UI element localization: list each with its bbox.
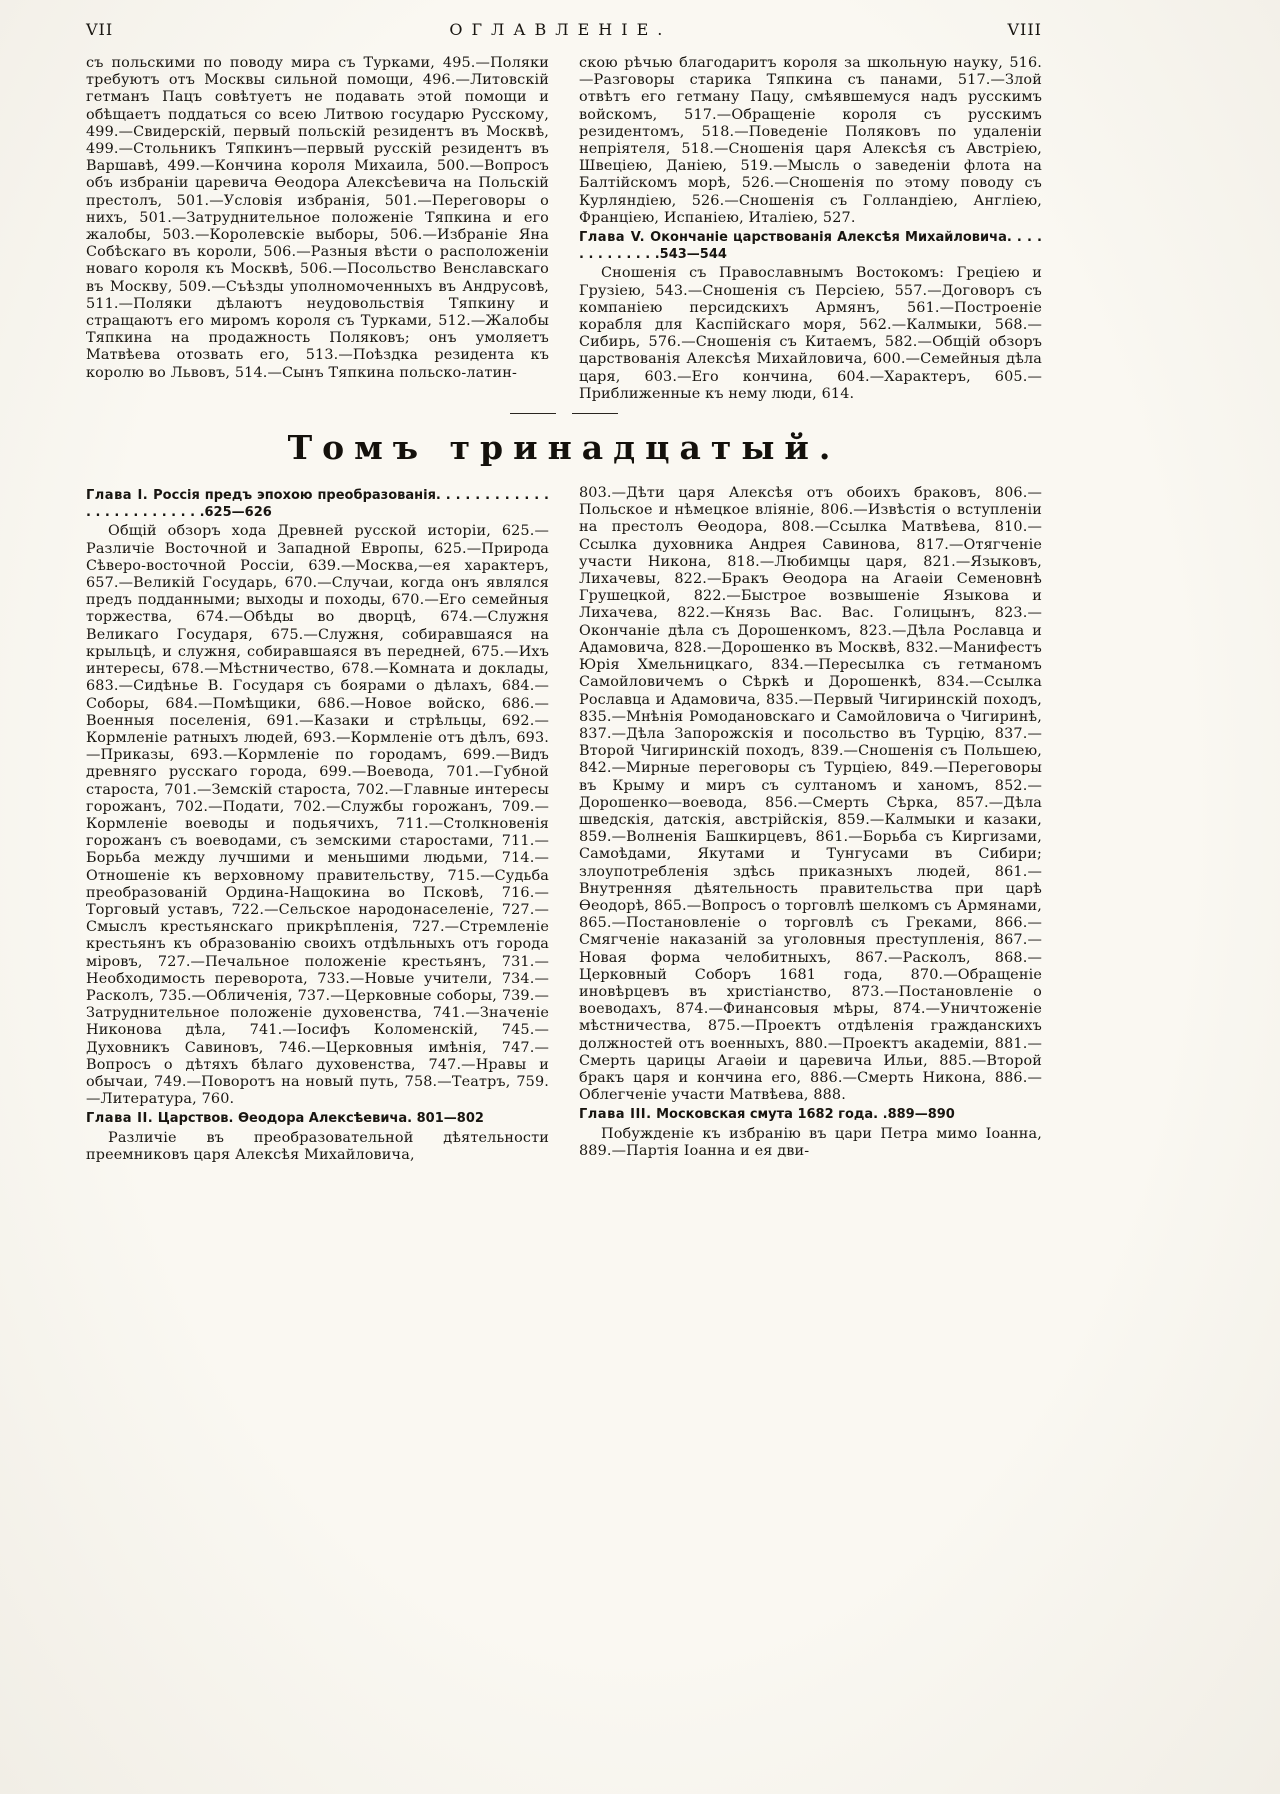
divider-rule	[572, 413, 618, 414]
chapter-leader-dots: . . . . . . . . . . . . . . . . . . . . . . . . .	[86, 488, 549, 521]
chapter-leader-dots: . . . . . . . . . . . . .	[579, 230, 1042, 263]
chapter-label: Глава III.	[579, 1107, 652, 1123]
chapter-heading-i	[86, 487, 549, 521]
page-number-right: VIII	[1007, 20, 1042, 39]
chapter-pages: 543—544	[659, 247, 727, 263]
volume-title: Томъ тринадцатый.	[287, 428, 841, 468]
chapter-title: Россія предъ эпохою преобразованія	[153, 488, 436, 504]
toc-paragraph: Общій обзоръ хода Древней русской исторіи, 625.—Различіе Восточной и Западной Европы, 625.—Природа Сѣверо-восточной Россіи, 639.—Москва,—ея характеръ, 657.—Великій Государь, 670.—Случаи, когда онъ являлся предъ подданными; выходы и походы, 670.—Его семейныя торжества, 674.—Обѣды во дворцѣ, 674.—Служня Великаго Государя, 675.—Служня, собиравшаяся на крыльцѣ, и служня, собиравшаяся въ передней, 675.—Ихъ интересы, 678.—Мѣстничество, 678.—Комната и доклады, 683.—Сидѣнье В. Государя съ боярами о дѣлахъ, 684.—Соборы, 684.—Помѣщики, 686.—Новое войско, 686.—Военныя поселенія, 691.—Казаки и стрѣльцы, 692.—Кормленіе ратныхъ людей, 693.—Кормленіе отъ дѣлъ, 693.—Приказы, 693.—Кормленіе по городамъ, 699.—Видъ древняго русскаго города, 699.—Воевода, 701.—Губной староста, 701.—Земскій староста, 702.—Главные интересы горожанъ, 702.—Подати, 702.—Службы горожанъ, 709.—Кормленіе воеводы и подьячихъ, 711.—Столкновенія горожанъ съ воеводами, съ земскими старостами, 711.—Борьба между лучшими и меньшими людьми, 714.—Отношеніе къ верховному правительству, 715.—Судьба преобразованій Ордина-Нащокина во Псковѣ, 716.—Торговый уставъ, 722.—Сельское народонаселеніе, 727.—Смыслъ крестьянскаго прикрѣпленія, 727.—Стремленіе крестьянъ къ образованію своихъ отдѣльныхъ отъ города міровъ, 727.—Печальное положеніе крестьянъ, 731.—Необходимость переворота, 733.—Новые учители, 734.—Расколъ, 735.—Обличенія, 737.—Церковные соборы, 739.—Затруднительное положеніе духовенства, 741.—Значеніе Никонова дѣла, 741.—Іосифъ Коломенскій, 745.—Духовникъ Савиновъ, 746.—Церковныя имѣнія, 747.—Вопросъ о дѣтяхъ бѣлаго духовенства, 747.—Нравы и обычаи, 749.—Поворотъ на новый путь, 758.—Театръ, 759.—Литература, 760.	[86, 523, 549, 1108]
page-header	[86, 20, 1042, 39]
chapter-heading-ii	[86, 1110, 549, 1127]
chapter-title: Московская смута 1682 года.	[656, 1107, 879, 1123]
running-head: ОГЛАВЛЕНІЕ.	[449, 20, 672, 39]
toc-paragraph: Сношенія съ Православнымъ Востокомъ: Греціею и Грузіею, 543.—Сношенія съ Персіею, 557.—Договоръ съ компаніею персидскихъ Армянъ, 561.—Построеніе корабля для Каспійскаго моря, 562.—Калмыки, 568.—Сибирь, 576.—Сношенія съ Китаемъ, 582.—Общій обзоръ царствованія Алексѣя Михайловича, 600.—Семейныя дѣла царя, 603.—Его кончина, 604.—Характеръ, 605.—Приближенные къ нему люди, 614.	[579, 265, 1042, 402]
top-right-column	[579, 55, 1042, 403]
chapter-title: Царствов. Ѳеодора Алексѣевича.	[157, 1111, 413, 1127]
chapter-pages: 625—626	[204, 505, 272, 521]
chapter-label: Глава II.	[86, 1111, 154, 1127]
toc-paragraph: 803.—Дѣти царя Алексѣя отъ обоихъ браковъ, 806.—Польское и нѣмецкое вліяніе, 806.—Извѣстія о вступленіи на престолъ Ѳеодора, 808.—Ссылка Матвѣева, 810.—Ссылка духовника Андрея Савинова, 817.—Отягченіе участи Никона, 818.—Любимцы царя, 821.—Языковъ, Лихачевы, 822.—Бракъ Ѳеодора на Агаѳіи Семеновнѣ Грушецкой, 822.—Быстрое возвышеніе Языкова и Лихачева, 822.—Князь Вас. Вас. Голицынъ, 823.—Окончаніе дѣла съ Дорошенкомъ, 823.—Дѣла Рославца и Адамовича, 828.—Дорошенко въ Москвѣ, 832.—Манифестъ Юрія Хмельницкаго, 834.—Пересылка съ гетманомъ Самойловичемъ о Сѣркѣ и Дорошенкѣ, 834.—Ссылка Рославца и Адамовича, 835.—Первый Чигиринскій походъ, 835.—Мнѣнія Ромодановскаго и Самойловича о Чигиринѣ, 837.—Дѣла Запорожскія и посольство въ Турцію, 837.—Второй Чигиринскій походъ, 839.—Сношенія съ Польшею, 842.—Мирные переговоры съ Турціею, 849.—Переговоры въ Крыму и миръ съ султаномъ и ханомъ, 852.—Дорошенко—воевода, 856.—Смерть Сѣрка, 857.—Дѣла шведскія, датскія, австрійскія, 859.—Калмыки и казаки, 859.—Волненія Башкирцевъ, 861.—Борьба съ Киргизами, Самоѣдами, Якутами и Тунгусами въ Сибири; злоупотребленія здѣсь приказныхъ людей, 861.—Внутренняя дѣятельность правительства при царѣ Ѳеодорѣ, 865.—Вопросъ о торговлѣ шелкомъ съ Армянами, 865.—Постановленіе о торговлѣ съ Греками, 866.—Смягченіе наказаній за уголовныя преступленія, 867.—Новая форма челобитныхъ, 867.—Расколъ, 868.—Церковный Соборъ 1681 года, 870.—Обращеніе иновѣрцевъ въ христіанство, 873.—Постановленіе о воеводахъ, 874.—Финансовыя мѣры, 874.—Уничтоженіе мѣстничества, 875.—Проектъ отдѣленія гражданскихъ должностей отъ военныхъ, 880.—Проектъ академіи, 881.—Смерть царицы Агаѳіи и царевича Ильи, 885.—Второй бракъ царя и кончина его, 886.—Смерть Никона, 886.—Облегченіе участи Матвѣева, 888.	[579, 485, 1042, 1104]
volume13-section	[86, 485, 1042, 1164]
chapter-label: Глава I.	[86, 488, 149, 504]
main-left-column	[86, 485, 549, 1164]
toc-paragraph: Различіе въ преобразовательной дѣятельности преемниковъ царя Алексѣя Михайловича,	[86, 1129, 549, 1163]
chapter-heading-iii	[579, 1106, 1042, 1123]
section-divider	[86, 413, 1042, 414]
page-content	[86, 0, 1042, 1164]
toc-paragraph: съ польскими по поводу мира съ Турками, 495.—Поляки требуютъ отъ Москвы сильной помощи, 496.—Литовскій гетманъ Пацъ совѣтуетъ не подавать этой помощи и обѣщаетъ поддаться со всею Литвою государю Русскому, 499.—Свидерскій, первый польскій резидентъ въ Москвѣ, 499.—Стольникъ Тяпкинъ—первый русскій резидентъ въ Варшавѣ, 499.—Кончина короля Михаила, 500.—Вопросъ объ избраніи царевича Ѳеодора Алексѣевича на Польскій престолъ, 501.—Условія избранія, 501.—Переговоры о нихъ, 501.—Затруднительное положеніе Тяпкина и его жалобы, 503.—Королевскіе выборы, 506.—Избраніе Яна Собѣскаго въ короли, 506.—Разныя вѣсти о расположеніи новаго короля къ Москвѣ, 506.—Посольство Венславскаго въ Москву, 509.—Съѣзды уполномоченныхъ въ Андрусовѣ, 511.—Поляки дѣлаютъ неудовольствія Тяпкину и стращаютъ его миромъ короля съ Турками, 512.—Жалобы Тяпкина на продажность Поляковъ; онъ умоляетъ Матвѣева отозвать его, 513.—Поѣздка резидента къ королю во Львовъ, 514.—Сынъ Тяпкина польско-латин-	[86, 55, 549, 381]
divider-rule	[510, 413, 556, 414]
chapter-pages: 801—802	[416, 1111, 484, 1127]
chapter-label: Глава V.	[579, 230, 646, 246]
toc-paragraph: скою рѣчью благодаритъ короля за школьную науку, 516.—Разговоры старика Тяпкина съ панами, 517.—Злой отвѣтъ его гетману Пацу, смѣявшемуся надъ русскимъ войскомъ, 517.—Обращеніе короля съ русскимъ резидентомъ, 518.—Поведеніе Поляковъ по удаленіи непріятеля, 518.—Сношенія царя Алексѣя съ Австріею, Швеціею, Даніею, 519.—Мысль о заведеніи флота на Балтійскомъ морѣ, 526.—Сношенія по этому поводу съ Курляндіею, 526.—Сношенія съ Голландіею, Англіею, Франціею, Испаніею, Италіею, 527.	[579, 55, 1042, 226]
top-left-column	[86, 55, 549, 403]
main-right-column	[579, 485, 1042, 1164]
page-number-left: VII	[86, 20, 114, 39]
toc-paragraph: Побужденіе къ избранію въ цари Петра мимо Іоанна, 889.—Партія Іоанна и ея дви-	[579, 1125, 1042, 1159]
chapter-title: Окончаніе царствованія Алексѣя Михайловича	[650, 230, 1007, 246]
chapter-leader-dots: .	[878, 1107, 888, 1123]
chapter-heading-v	[579, 229, 1042, 263]
chapter-pages: 889—890	[887, 1107, 955, 1123]
top-section	[86, 55, 1042, 403]
